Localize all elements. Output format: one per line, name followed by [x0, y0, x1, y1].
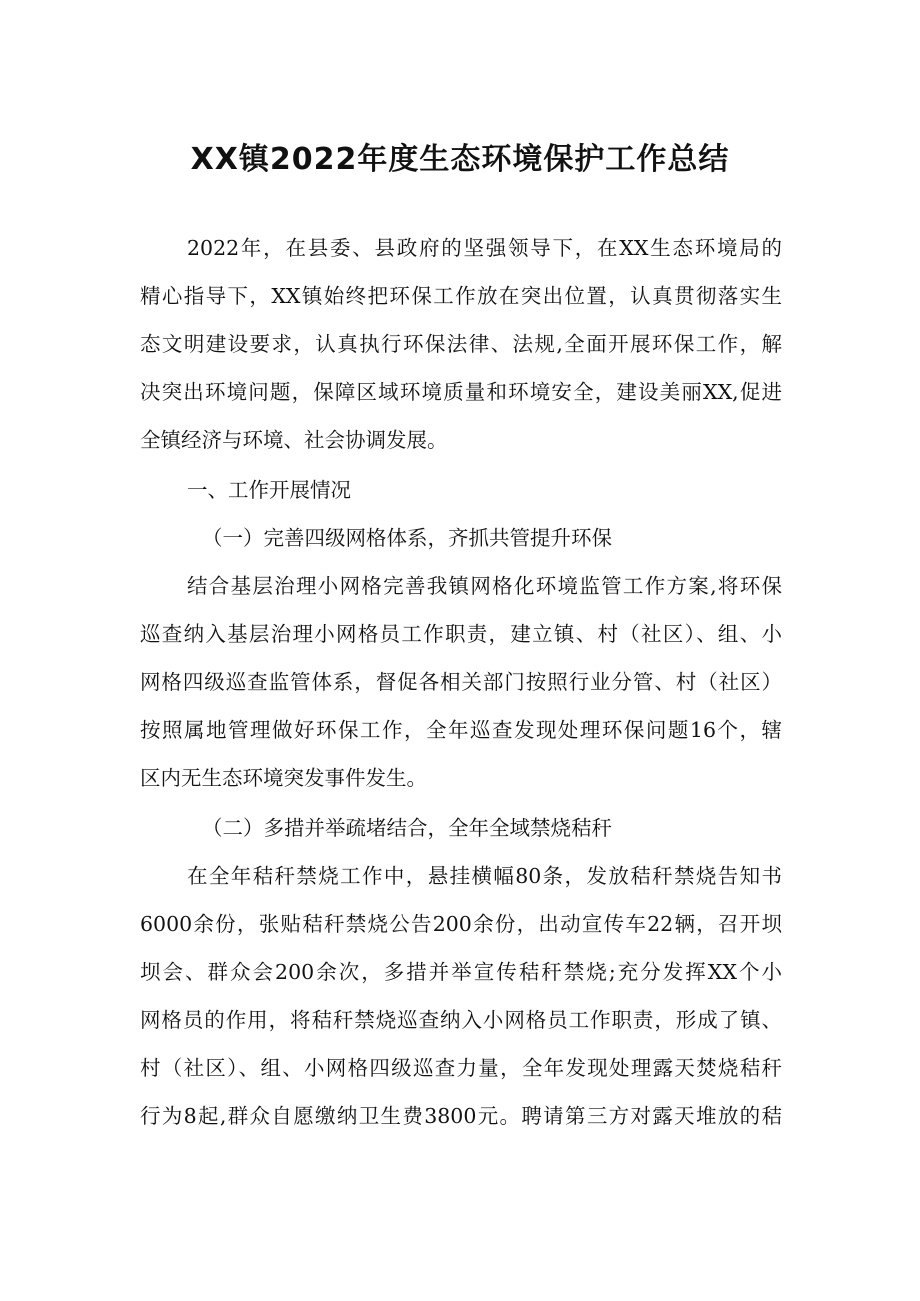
paragraph-line: 网格四级巡查监管体系，督促各相关部门按照行业分管、村（社区） [140, 670, 782, 694]
paragraph-line: 村（社区）、组、小网格四级巡查力量，全年发现处理露天焚烧秸秆 [140, 1056, 782, 1080]
paragraph-line: 精心指导下，XX镇始终把环保工作放在突出位置，认真贯彻落实生 [140, 284, 782, 308]
document-title: XX镇2022年度生态环境保护工作总结 [190, 142, 730, 177]
paragraph-line: 2022年，在县委、县政府的坚强领导下，在XX生态环境局的 [187, 236, 782, 260]
subsection-heading: （一）完善四级网格体系，齐抓共管提升环保 [202, 526, 612, 550]
paragraph-line: 全镇经济与环境、社会协调发展。 [140, 428, 448, 452]
paragraph-line: 在全年秸秆禁烧工作中，悬挂横幅80条，发放秸秆禁烧告知书 [187, 864, 782, 888]
paragraph-line: 结合基层治理小网格完善我镇网格化环境监管工作方案,将环保 [187, 574, 782, 598]
paragraph-line: 坝会、群众会200余次，多措并举宣传秸秆禁烧;充分发挥XX个小 [140, 960, 782, 984]
paragraph-line: 网格员的作用，将秸秆禁烧巡查纳入小网格员工作职责，形成了镇、 [140, 1008, 782, 1032]
paragraph-line: 态文明建设要求，认真执行环保法律、法规,全面开展环保工作，解 [140, 332, 782, 356]
paragraph-line: 6000余份，张贴秸秆禁烧公告200余份，出动宣传车22辆，召开坝 [140, 912, 782, 936]
paragraph-line: 行为8起,群众自愿缴纳卫生费3800元。聘请第三方对露天堆放的秸 [140, 1104, 782, 1128]
paragraph-line: 区内无生态环境突发事件发生。 [140, 766, 427, 790]
subsection-heading: （二）多措并举疏堵结合，全年全域禁烧秸秆 [202, 816, 612, 840]
section-heading: 一、工作开展情况 [187, 478, 351, 502]
paragraph-line: 按照属地管理做好环保工作，全年巡查发现处理环保问题16个，辖 [140, 718, 782, 742]
paragraph-line: 巡查纳入基层治理小网格员工作职责，建立镇、村（社区）、组、小 [140, 622, 782, 646]
paragraph-line: 决突出环境问题，保障区域环境质量和环境安全，建设美丽XX,促进 [140, 380, 782, 404]
